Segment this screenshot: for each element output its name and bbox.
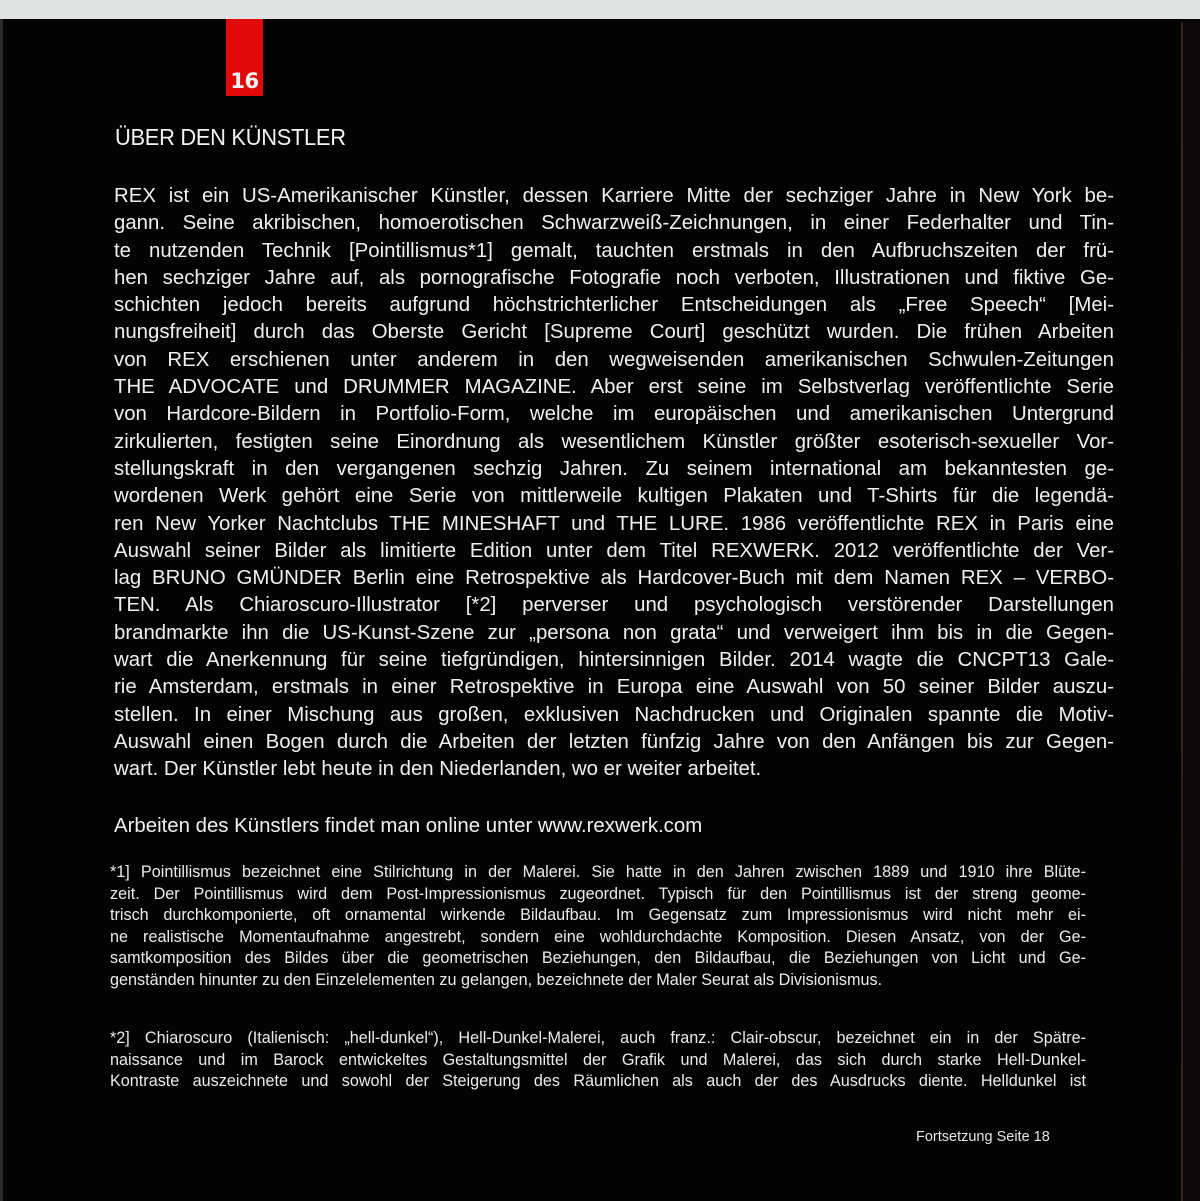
- article-body: [114, 183, 1114, 784]
- body-line: Auswahl seiner Bilder als limitierte Edition unter dem Titel REXWERK. 2012 veröffentlichte der Ver-: [114, 539, 1114, 562]
- body-line: wart. Der Künstler lebt heute in den Niederlanden, wo er weiter arbeitet.: [114, 758, 762, 781]
- footnote-chiaroscuro: [110, 1028, 1086, 1093]
- body-line: brandmarkte ihn die US-Kunst-Szene zur „persona non grata“ und verweigert ihm bis in die Gegen-: [114, 621, 1114, 644]
- body-line: wart die Anerkennung für seine tiefgründigen, hintersinnigen Bilder. 2014 wagte die CNCPT13 Gale-: [114, 649, 1114, 672]
- body-line: ren New Yorker Nachtclubs THE MINESHAFT und THE LURE. 1986 veröffentlichte REX in Paris eine: [114, 512, 1114, 535]
- page-number-tab: [226, 19, 263, 96]
- footnote-line: genständen hinunter zu den Einzelelementen zu gelangen, bezeichnete der Maler Seurat als Divisionismus.: [110, 970, 883, 989]
- footnote-line: *2] Chiaroscuro (Italienisch: „hell-dunkel“), Hell-Dunkel-Malerei, auch franz.: Clair-obscur, bezeichnet ein in der Spätre-: [110, 1029, 1086, 1047]
- page-number: 16: [230, 69, 259, 93]
- body-line: nungsfreiheit] durch das Oberste Gericht [Supreme Court] geschützt wurden. Die frühen Arbeiten: [114, 321, 1114, 344]
- body-line: Auswahl einen Bogen durch die Arbeiten der letzten fünfzig Jahre von den Anfängen bis zur Gegen-: [114, 730, 1114, 753]
- footnote-line: naissance und im Barock entwickeltes Gestaltungsmittel der Grafik und Malerei, das sich durch starke Hell-Dunkel-: [110, 1050, 1086, 1069]
- body-line: THE ADVOCATE und DRUMMER MAGAZINE. Aber erst seine im Selbstverlag veröffentlichte Serie: [114, 376, 1114, 399]
- footnote-pointillismus: [110, 862, 1086, 992]
- footnote-line: trisch durchkomponierte, oft ornamental wirkende Bildaufbau. Im Gegensatz zum Impressionismus wird nicht mehr ei-: [110, 906, 1086, 925]
- body-line: lag BRUNO GMÜNDER Berlin eine Retrospektive als Hardcover-Buch mit dem Namen REX – VERBO-: [114, 567, 1114, 590]
- body-line: wordenen Werk gehört eine Serie von mittlerweile kultigen Plakaten und T-Shirts für die legendä-: [114, 485, 1114, 508]
- body-line: te nutzenden Technik [Pointillismus*1] gemalt, tauchten erstmals in den Aufbruchszeiten der frü-: [114, 239, 1114, 262]
- body-line: hen sechziger Jahre auf, als pornografische Fotografie noch verboten, Illustrationen und fiktive Ge-: [114, 266, 1114, 289]
- section-title: ÜBER DEN KÜNSTLER: [115, 124, 346, 150]
- footnote-line: samtkomposition des Bildes über die geometrischen Beziehungen, den Bildaufbau, die Beziehungen von Licht und Ge-: [110, 949, 1086, 968]
- body-line: schichten jedoch bereits aufgrund höchstrichterlicher Entscheidungen als „Free Speech“ [Mei-: [114, 294, 1114, 317]
- footnote-line: zeit. Der Pointillismus wird dem Post-Impressionismus zugeordnet. Typisch für den Pointillismus ist der streng geome-: [110, 884, 1086, 903]
- footnote-line: ne realistische Momentaufnahme angestrebt, sondern eine wohldurchdachte Komposition. Diesen Ansatz, von der Ge-: [110, 927, 1086, 946]
- body-line: von Hardcore-Bildern in Portfolio-Form, welche im europäischen und amerikanischen Untergrund: [114, 403, 1114, 426]
- body-line: REX ist ein US-Amerikanischer Künstler, dessen Karriere Mitte der sechziger Jahre in New York be-: [114, 185, 1114, 207]
- body-line: zirkulierten, festigten seine Einordnung als wesentlichem Künstler größter esoterisch-sexueller Vor-: [114, 430, 1114, 453]
- footnote-line: *1] Pointillismus bezeichnet eine Stilrichtung in der Malerei. Sie hatte in den Jahren zwischen 1889 und 1910 ihre Blüte-: [110, 863, 1086, 881]
- body-line: stellen. In einer Mischung aus großen, exklusiven Nachdrucken und Originalen spannte die Motiv-: [114, 703, 1114, 726]
- body-line: TEN. Als Chiaroscuro-Illustrator [*2] perverser und psychologisch verstörender Darstellungen: [114, 594, 1114, 617]
- online-reference: Arbeiten des Künstlers findet man online unter www.rexwerk.com: [114, 815, 703, 837]
- body-line: gann. Seine akribischen, homoerotischen Schwarzweiß-Zeichnungen, in einer Federhalter und Tin-: [114, 212, 1114, 235]
- body-line: stellungskraft in den vergangenen sechzig Jahren. Zu seinem international am bekanntesten ge-: [114, 457, 1114, 480]
- footnote-line: Kontraste auszeichnete und sowohl der Steigerung des Räumlichen als auch der des Ausdrucks diente. Helldunkel ist: [110, 1072, 1086, 1091]
- page-right-strip: [1183, 22, 1200, 1201]
- body-line: rie Amsterdam, erstmals in einer Retrospektive in Europa eine Auswahl von 50 seiner Bilder auszu-: [114, 676, 1114, 699]
- continuation-note: Fortsetzung Seite 18: [916, 1129, 1050, 1145]
- body-line: von REX erschienen unter anderem in den wegweisenden amerikanischen Schwulen-Zeitungen: [114, 348, 1114, 371]
